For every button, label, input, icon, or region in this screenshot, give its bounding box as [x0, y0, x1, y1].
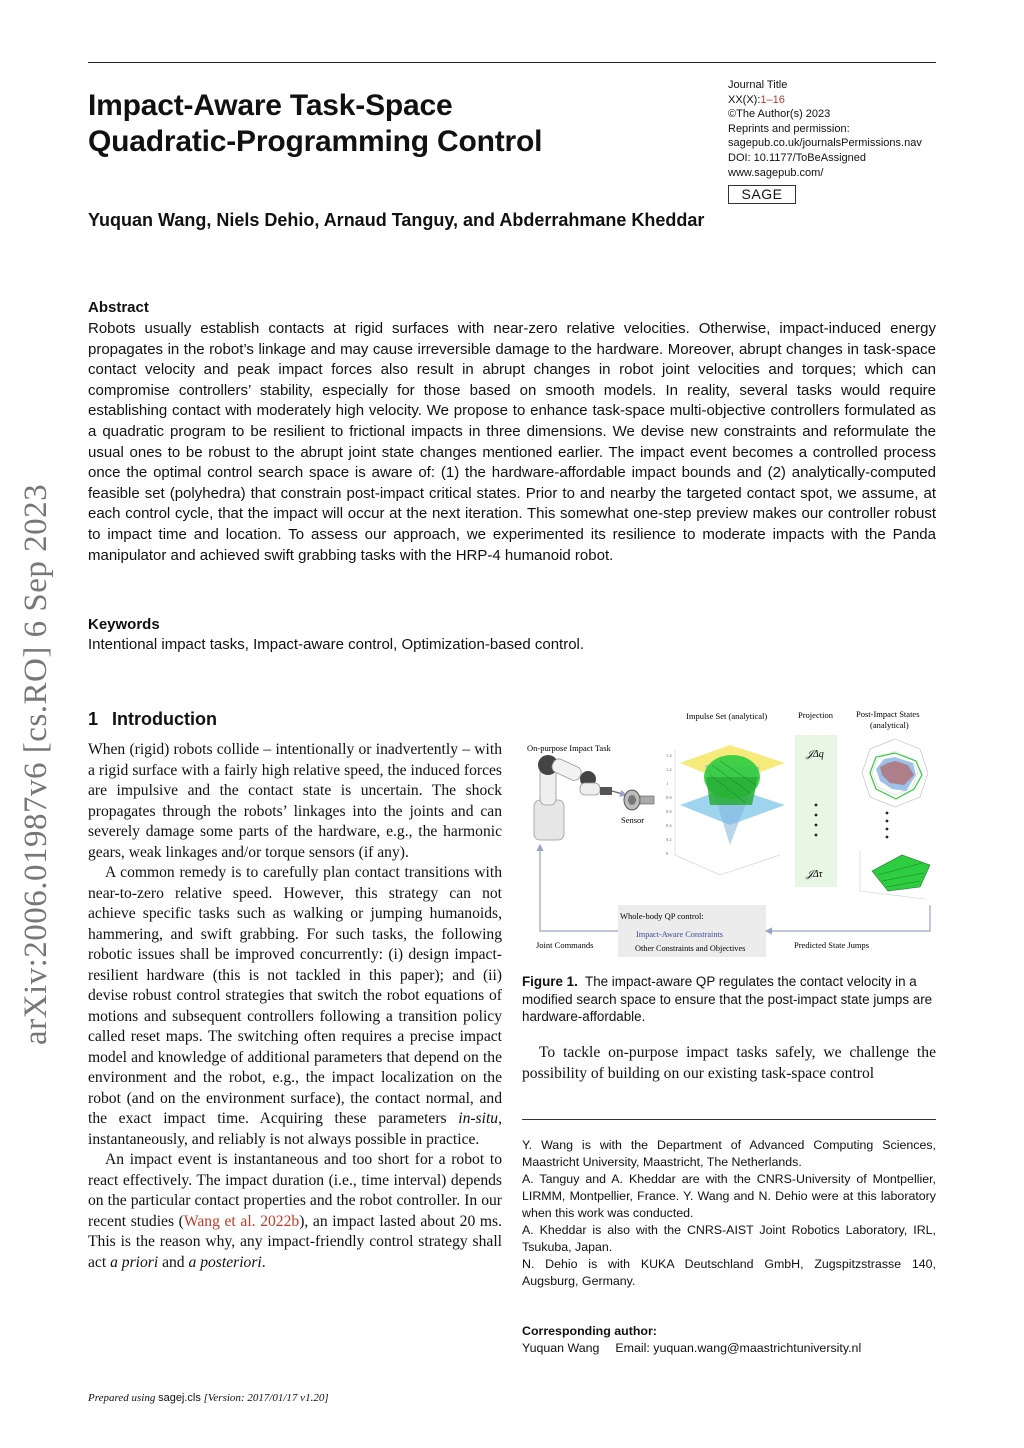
p2-end: , instantaneously, and reliably is not always possible in practice.	[88, 1110, 502, 1148]
label-projection: Projection	[798, 710, 833, 720]
p3-emphasis-2: a posteriori	[188, 1253, 262, 1271]
p3-end: .	[261, 1253, 266, 1271]
reprints: Reprints and permission:	[728, 122, 850, 135]
label-joint-commands: Joint Commands	[536, 940, 594, 950]
impulse-tick-0: 0	[666, 851, 669, 856]
intro-paragraph-2	[88, 863, 502, 1150]
corresponding-name: Yuquan Wang	[522, 1341, 600, 1355]
label-qp-control: Whole-body QP control:	[620, 911, 704, 921]
permissions-url: sagepub.co.uk/journalsPermissions.nav	[728, 137, 922, 150]
doi: DOI: 10.1177/ToBeAssigned	[728, 151, 866, 164]
section-number: 1	[88, 709, 99, 729]
label-impact-aware-constraints: Impact-Aware Constraints	[636, 930, 724, 939]
corresponding-author-heading: Corresponding author:	[522, 1324, 657, 1338]
robot-arm-icon	[534, 755, 626, 840]
p3-start: An impact event is instantaneous and too short for a robot to react effectively. The impact duration (i.e., time interval) depends on the particular contact properties and the robot controller. In our recent studies (	[88, 1151, 502, 1230]
affiliations	[522, 1137, 936, 1290]
post-impact-ellipsis	[886, 812, 889, 839]
label-on-purpose-task: On-purpose Impact Task	[527, 743, 611, 753]
impulse-tick-1-4: 1.4	[666, 753, 672, 758]
volume-prefix: XX(X):	[728, 93, 761, 106]
impulse-tick-0-2: 0.2	[666, 837, 672, 842]
volume-pages-link[interactable]: 1–16	[760, 93, 785, 106]
predicted-jumps-arrow	[766, 905, 930, 931]
journal-title: Journal Title	[728, 79, 788, 91]
p3-emphasis-1: a priori	[110, 1253, 159, 1271]
top-rule	[88, 62, 936, 63]
keywords-heading: Keywords	[88, 616, 160, 633]
joint-commands-arrow	[540, 845, 618, 931]
abstract-text: Robots usually establish contacts at rigid surfaces with near-zero relative velocities. Otherwise, impact-induced energy propagates in the robot’s linkage and may cause irreversible damage to the hardware. Moreover, abrupt changes in task-space contact velocity and peak impact forces also result in abrupt changes in robot joint velocities and torques; which can compromise controllers’ stability, especially for those based on smooth models. In reality, several tasks would require establishing contact with moderately high velocity. We propose to enhance task-space multi-objective controllers formulated as a quadratic program to be resilient to frictional impacts in three dimensions. We devise new constraints and reformulate the usual ones to be robust to the abrupt joint state changes mentioned earlier. The impact event becomes a controlled process once the optimal control search space is aware of: (1) the hardware-affordable impact bounds and (2) analytically-computed feasible set (polyhedra) that constrain post-impact critical states. Prior to and nearby the targeted contact spot, we assume, at each control cycle, that the impact will occur at the next iteration. This somewhat one-step preview makes our controller robust to impact time and location. To assess our approach, we experimented its resilience to moderate impacts with the Panda manipulator and achieved swift grabbing tasks with the HRP-4 humanoid robot.	[88, 320, 936, 564]
figure-1-diagram	[520, 705, 940, 963]
impulse-tick-0-4: 0.4	[666, 823, 672, 828]
projection-top-label: 𝒥Δq	[806, 749, 824, 760]
corresponding-email[interactable]: Email: yuquan.wang@maastrichtuniversity.nl	[615, 1341, 862, 1355]
label-other-constraints: Other Constraints and Objectives	[635, 944, 746, 953]
figure-1-caption	[522, 973, 936, 1026]
footnote-rule	[522, 1119, 936, 1120]
title-line-2: Quadratic-Programming Control	[88, 125, 543, 158]
impulse-tick-0-6: 0.6	[666, 809, 672, 814]
intro-left-column	[88, 740, 502, 1273]
affiliation-4: N. Dehio is with KUKA Deutschland GmbH, Zugspitzstrasse 140, Augsburg, Germany.	[522, 1257, 936, 1288]
cls-name: sagej.cls	[158, 1392, 201, 1404]
impulse-tick-0-8: 0.8	[666, 795, 672, 800]
intro-paragraph-3	[88, 1150, 502, 1273]
journal-volume	[728, 93, 948, 108]
label-impulse-set: Impulse Set (analytical)	[686, 711, 768, 721]
title-line-1: Impact-Aware Task-Space	[88, 89, 453, 122]
intro-paragraph-1: When (rigid) robots collide – intentionally or inadvertently – with a rigid surface with a fairly high relative speed, the induced forces are impulsive and the contact state is uncertain. The shock propagates through the robots’ linkages into the joints and can severely damage some parts of the hardware, e.g., the harmonic gears, weak linkages and/or torque sensors (if any).	[88, 741, 502, 861]
impulse-tick-1-2: 1.2	[666, 767, 672, 772]
affiliation-2: A. Tanguy and A. Kheddar are with the CNRS-University of Montpellier, LIRMM, Montpellier, France. Y. Wang and N. Dehio were at this laboratory when this work was conducted.	[522, 1172, 936, 1220]
impulse-set-plot	[675, 745, 785, 875]
label-sensor: Sensor	[621, 815, 645, 825]
sage-logo: SAGE	[728, 185, 796, 204]
cls-version: [Version: 2017/01/17 v1.20]	[203, 1392, 329, 1404]
projection-bottom-label: 𝒥Δτ	[806, 869, 823, 880]
p3-and: and	[162, 1253, 185, 1271]
keywords-text: Intentional impact tasks, Impact-aware control, Optimization-based control.	[88, 636, 585, 653]
sensor-icon	[624, 790, 654, 810]
label-post-impact-1: Post-Impact States	[856, 709, 920, 719]
caption-label: Figure 1.	[522, 974, 578, 989]
section-heading-introduction	[88, 709, 217, 730]
paper-title	[88, 88, 688, 160]
prepared-prefix: Prepared using	[88, 1392, 156, 1404]
journal-info	[728, 78, 948, 180]
prepared-footer	[88, 1392, 329, 1404]
author-list: Yuquan Wang, Niels Dehio, Arnaud Tanguy, and Abderrahmane Kheddar	[88, 210, 705, 230]
impulse-tick-1: 1	[666, 781, 669, 786]
label-post-impact-2: (analytical)	[870, 720, 909, 730]
copyright: ©The Author(s) 2023	[728, 108, 831, 121]
affiliation-3: A. Kheddar is also with the CNRS-AIST Joint Robotics Laboratory, IRL, Tsukuba, Japan.	[522, 1223, 936, 1254]
label-predicted-jumps: Predicted State Jumps	[794, 940, 870, 950]
corresponding-author	[522, 1341, 861, 1355]
arxiv-stamp: arXiv:2006.01987v6 [cs.RO] 6 Sep 2023	[18, 483, 54, 1045]
website: www.sagepub.com/	[728, 166, 824, 179]
post-impact-polyhedron-plot	[860, 851, 930, 899]
citation-link[interactable]: Wang et al. 2022b	[183, 1212, 300, 1230]
caption-text: The impact-aware QP regulates the contact velocity in a modified search space to ensure that the post-impact state jumps are hardware-affordable.	[522, 974, 933, 1024]
p2-text: A common remedy is to carefully plan contact transitions with near-to-zero relative speed. However, this strategy can not achieve specific tasks such as walking or jumping humanoids, hammering, and swift grabbing. For such tasks, the following robotic issues shall be improved concurrently: (i) design impact-resilient hardware (this is not tackled in this paper); and (ii) devise robust control strategies that switch the robot equations of motions and subsequent controllers following a transition policy called reset maps. The switching often requires a precise impact model and knowledge of additional parameters that depend on the environment and the robot, e.g., the impact localization on the robot (and on the environment surface), the contact normal, and the exact impact time. Acquiring these parameters	[88, 864, 502, 1127]
abstract-heading: Abstract	[88, 299, 149, 316]
intro-right-paragraph: To tackle on-purpose impact tasks safely, we challenge the possibility of building on our existing task-space control	[522, 1044, 936, 1082]
affiliation-1: Y. Wang is with the Department of Advanced Computing Sciences, Maastricht University, Maastricht, The Netherlands.	[522, 1138, 936, 1169]
section-title: Introduction	[112, 709, 217, 729]
p2-emphasis: in-situ	[458, 1110, 499, 1127]
post-impact-radar-chart	[862, 739, 928, 807]
p3-mid: ), an impact lasted about 20 ms. This is the reason why, any impact-friendly control strategy shall act	[88, 1212, 503, 1271]
